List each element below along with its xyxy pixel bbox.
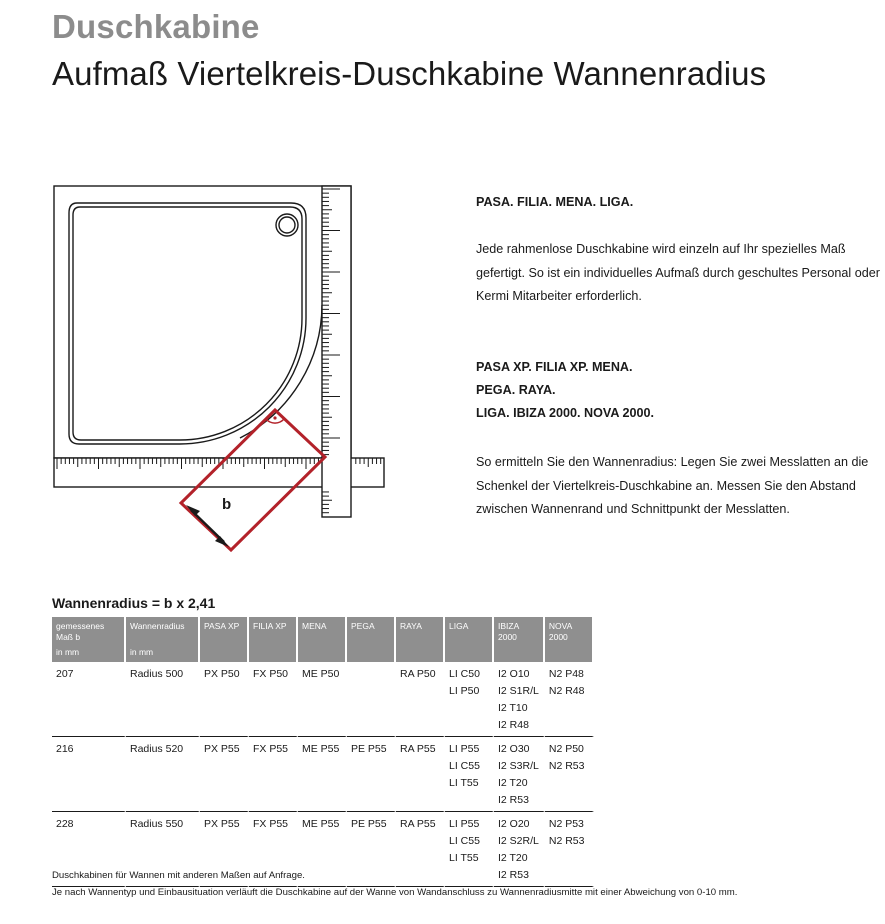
table-cell-line: FX P50 <box>253 668 289 680</box>
footnote-1: Duschkabinen für Wannen mit anderen Maßen auf Anfrage. <box>52 870 305 881</box>
table-cell <box>200 662 249 737</box>
table-header-label: LIGA <box>449 621 469 631</box>
measurement-diagram <box>40 175 400 565</box>
table-cell <box>298 737 347 812</box>
table-cell-line: LI C55 <box>449 760 480 772</box>
tray-outline <box>69 203 306 444</box>
table-cell-line: ME P55 <box>302 818 340 830</box>
table-header-unit: in mm <box>56 647 80 657</box>
table-cell <box>347 737 396 812</box>
table-cell <box>494 662 545 737</box>
table-cell-line: 216 <box>56 743 74 755</box>
table-header-label: IBIZA 2000 <box>498 621 519 642</box>
table-cell <box>52 737 126 812</box>
info-text-1: Jede rahmenlose Duschkabine wird einzeln auf Ihr spezielles Maß gefertigt. So ist ein individuelles Aufmaß durch geschultes Personal oder Kermi Mitarbeiter erforderlich. <box>476 242 880 303</box>
table-header-label: Wannenradius <box>130 621 185 631</box>
table-header-unit: in mm <box>130 647 154 657</box>
table-cell <box>494 812 545 887</box>
table-header-label: gemessenes Maß b <box>56 621 105 642</box>
table-cell-line: I2 R53 <box>498 869 529 881</box>
table-row <box>52 737 594 812</box>
table-cell <box>445 812 494 887</box>
tray-inner-outline <box>73 207 302 440</box>
table-cell-line: 228 <box>56 818 74 830</box>
info-heading-2-line-2: PEGA. RAYA. <box>476 383 556 397</box>
info-text-2: So ermitteln Sie den Wannenradius: Legen Sie zwei Messlatten an die Schenkel der Viertelkreis-Duschkabine an. Messen Sie den Abstand zwischen Wannenrand und Schnittpunkt der Messlatten. <box>476 455 869 516</box>
table-cell-line: Radius 520 <box>130 743 184 755</box>
table-cell-line: LI T55 <box>449 777 479 789</box>
table-cell-line: LI C50 <box>449 668 480 680</box>
table-cell-line: PX P55 <box>204 818 240 830</box>
table-cell <box>396 812 445 887</box>
table-body <box>52 662 594 887</box>
table-cell-line: LI P55 <box>449 743 480 755</box>
table-cell-line: N2 P48 <box>548 668 584 680</box>
table-header-cell <box>396 617 445 662</box>
table-cell-line: I2 O30 <box>498 743 530 755</box>
footnote-2: Je nach Wannentyp und Einbausituation verläuft die Duschkabine auf der Wanne von Wandanschluss zu Wannenradiusmitte mit einer Abweichung von 0-10 mm. <box>52 887 738 898</box>
table-cell-line: I2 S2R/L <box>498 835 539 847</box>
table-cell-line: ME P50 <box>302 668 340 680</box>
table-cell <box>347 662 396 737</box>
table-header-row <box>52 617 594 662</box>
table-cell-line: 207 <box>56 668 74 680</box>
table-cell-line: I2 R48 <box>498 719 529 731</box>
model-table <box>52 617 594 887</box>
table-header-label: PASA XP <box>204 621 240 631</box>
vertical-ruler <box>322 186 351 517</box>
table-header-cell <box>494 617 545 662</box>
table-header-cell <box>249 617 298 662</box>
table-cell <box>126 662 200 737</box>
table-cell-line: I2 S3R/L <box>498 760 539 772</box>
table-header-label: PEGA <box>351 621 375 631</box>
table-cell <box>545 662 594 737</box>
table-cell-line: PE P55 <box>351 743 387 755</box>
table-cell-line: I2 O20 <box>498 818 530 830</box>
radius-formula: Wannenradius = b x 2,41 <box>52 595 216 611</box>
drain-inner <box>279 217 295 233</box>
table-cell-line: I2 T10 <box>498 702 528 714</box>
table-cell-line: FX P55 <box>253 743 289 755</box>
table-cell-line: I2 R53 <box>498 794 529 806</box>
table-row <box>52 662 594 737</box>
page-title: Aufmaß Viertelkreis-Duschkabine Wannenradius <box>52 55 767 92</box>
table-cell <box>445 662 494 737</box>
table-cell <box>52 662 126 737</box>
table-cell-line: N2 P50 <box>548 743 584 755</box>
table-cell-line: RA P50 <box>400 668 436 680</box>
table-cell-line: LI C55 <box>449 835 480 847</box>
table-cell-line: N2 R48 <box>548 685 585 697</box>
table-cell <box>494 737 545 812</box>
table-cell-line: N2 R53 <box>548 835 585 847</box>
table-cell <box>298 812 347 887</box>
table-header-cell <box>52 617 126 662</box>
table-header-cell <box>545 617 594 662</box>
info-heading-2-line-3: LIGA. IBIZA 2000. NOVA 2000. <box>476 406 655 420</box>
table-cell-line: I2 O10 <box>498 668 530 680</box>
glass-curve <box>240 305 322 438</box>
info-heading-1: PASA. FILIA. MENA. LIGA. <box>476 195 634 209</box>
table-cell-line: FX P55 <box>253 818 289 830</box>
table-cell <box>126 737 200 812</box>
page-category-title: Duschkabine <box>52 8 260 45</box>
table-header-label: NOVA 2000 <box>548 621 572 642</box>
table-cell <box>347 812 396 887</box>
table-cell <box>396 737 445 812</box>
table-cell-line: PX P55 <box>204 743 240 755</box>
table-cell <box>396 662 445 737</box>
table-header-cell <box>200 617 249 662</box>
table-cell-line: I2 T20 <box>498 777 528 789</box>
table-cell-line: PE P55 <box>351 818 387 830</box>
b-label: b <box>222 496 232 513</box>
table-cell-line: Radius 550 <box>130 818 184 830</box>
table-cell-line: LI T55 <box>449 852 479 864</box>
measurement-angle-dot <box>273 416 276 419</box>
table-header-label: MENA <box>302 621 327 631</box>
table-header-label: RAYA <box>400 621 422 631</box>
table-cell <box>249 662 298 737</box>
table-cell-line: PX P50 <box>204 668 240 680</box>
table-cell-line: Radius 500 <box>130 668 184 680</box>
table-header-cell <box>445 617 494 662</box>
table-header-label: FILIA XP <box>253 621 287 631</box>
info-heading-2-line-1: PASA XP. FILIA XP. MENA. <box>476 360 633 374</box>
table-cell <box>200 737 249 812</box>
table-cell <box>445 737 494 812</box>
table-cell <box>545 812 594 887</box>
table-cell-line: N2 P53 <box>548 818 584 830</box>
table-cell <box>545 737 594 812</box>
table-header-cell <box>347 617 396 662</box>
table-cell-line: LI P50 <box>449 685 480 697</box>
table-cell-line: RA P55 <box>400 743 436 755</box>
table-cell-line: I2 T20 <box>498 852 528 864</box>
table-cell <box>249 737 298 812</box>
table-header-cell <box>298 617 347 662</box>
table-cell-line: N2 R53 <box>548 760 585 772</box>
table-cell-line: RA P55 <box>400 818 436 830</box>
table-cell-line: I2 S1R/L <box>498 685 539 697</box>
table-cell-line: ME P55 <box>302 743 340 755</box>
table-cell <box>298 662 347 737</box>
table-cell-line: LI P55 <box>449 818 480 830</box>
table-header-cell <box>126 617 200 662</box>
